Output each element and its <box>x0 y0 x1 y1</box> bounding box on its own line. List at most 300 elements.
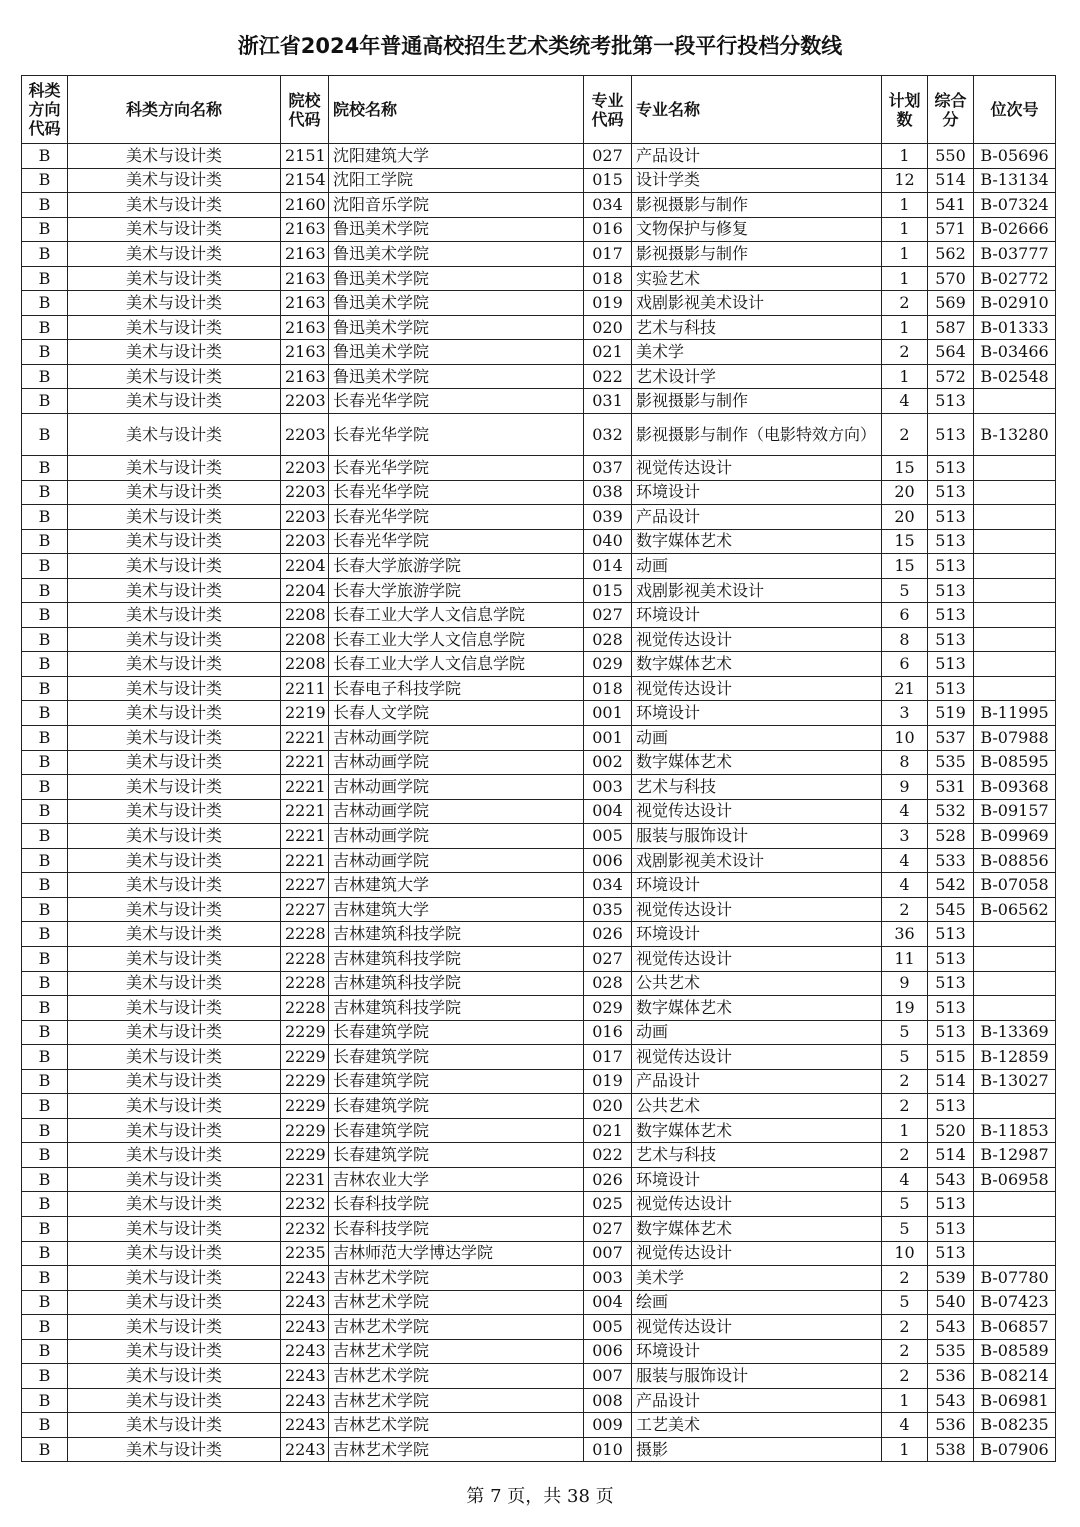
cell-kl-name: 美术与设计类 <box>68 364 281 389</box>
cell-score: 540 <box>928 1290 974 1315</box>
table-row <box>22 627 1056 652</box>
cell-school-code: 2160 <box>281 193 329 218</box>
table-row <box>22 1094 1056 1119</box>
cell-major-code: 035 <box>584 897 632 922</box>
cell-rank <box>974 505 1056 530</box>
cell-plan-count: 1 <box>882 193 928 218</box>
cell-plan-count: 2 <box>882 1094 928 1119</box>
cell-major-code: 034 <box>584 193 632 218</box>
cell-rank: B-08214 <box>974 1364 1056 1389</box>
score-table <box>21 75 1056 1462</box>
cell-kl-code: B <box>22 291 68 316</box>
cell-score: 571 <box>928 217 974 242</box>
cell-school-code: 2229 <box>281 1118 329 1143</box>
cell-kl-code: B <box>22 315 68 340</box>
cell-plan-count: 5 <box>882 1020 928 1045</box>
table-body <box>22 144 1056 1462</box>
cell-school-code: 2228 <box>281 922 329 947</box>
cell-school-code: 2229 <box>281 1045 329 1070</box>
cell-score: 532 <box>928 799 974 824</box>
cell-rank: B-02666 <box>974 217 1056 242</box>
cell-school-name: 吉林建筑科技学院 <box>329 971 584 996</box>
cell-major-code: 019 <box>584 291 632 316</box>
cell-major-name: 服装与服饰设计 <box>632 824 882 849</box>
cell-rank <box>974 480 1056 505</box>
cell-school-code: 2219 <box>281 701 329 726</box>
cell-plan-count: 2 <box>882 1069 928 1094</box>
cell-kl-name: 美术与设计类 <box>68 144 281 169</box>
cell-school-name: 长春建筑学院 <box>329 1094 584 1119</box>
cell-plan-count: 1 <box>882 217 928 242</box>
cell-kl-code: B <box>22 554 68 579</box>
cell-rank <box>974 971 1056 996</box>
table-row <box>22 1069 1056 1094</box>
cell-kl-code: B <box>22 1388 68 1413</box>
cell-school-code: 2204 <box>281 578 329 603</box>
cell-school-name: 吉林艺术学院 <box>329 1315 584 1340</box>
cell-major-code: 004 <box>584 1290 632 1315</box>
cell-score: 513 <box>928 389 974 414</box>
cell-school-name: 长春大学旅游学院 <box>329 578 584 603</box>
cell-major-name: 公共艺术 <box>632 1094 882 1119</box>
cell-score: 513 <box>928 578 974 603</box>
cell-kl-code: B <box>22 1413 68 1438</box>
cell-major-code: 032 <box>584 414 632 456</box>
cell-kl-name: 美术与设计类 <box>68 1266 281 1291</box>
cell-major-name: 美术学 <box>632 1266 882 1291</box>
cell-school-name: 鲁迅美术学院 <box>329 242 584 267</box>
cell-school-code: 2243 <box>281 1364 329 1389</box>
cell-major-name: 艺术与科技 <box>632 315 882 340</box>
cell-major-name: 环境设计 <box>632 922 882 947</box>
cell-major-name: 视觉传达设计 <box>632 627 882 652</box>
cell-score: 513 <box>928 1020 974 1045</box>
cell-kl-code: B <box>22 701 68 726</box>
cell-kl-code: B <box>22 603 68 628</box>
cell-rank: B-12859 <box>974 1045 1056 1070</box>
cell-plan-count: 5 <box>882 578 928 603</box>
table-row <box>22 1045 1056 1070</box>
cell-school-name: 沈阳音乐学院 <box>329 193 584 218</box>
cell-rank: B-06981 <box>974 1388 1056 1413</box>
table-row <box>22 1167 1056 1192</box>
cell-kl-code: B <box>22 193 68 218</box>
cell-plan-count: 5 <box>882 1045 928 1070</box>
cell-kl-code: B <box>22 1069 68 1094</box>
table-row <box>22 1192 1056 1217</box>
cell-major-code: 022 <box>584 1143 632 1168</box>
cell-major-code: 017 <box>584 242 632 267</box>
table-row <box>22 873 1056 898</box>
header-plan: 计划 数 <box>882 76 928 144</box>
page-title: 浙江省2024年普通高校招生艺术类统考批第一段平行投档分数线 <box>237 34 843 58</box>
cell-rank <box>974 554 1056 579</box>
cell-school-code: 2243 <box>281 1266 329 1291</box>
cell-major-code: 037 <box>584 456 632 481</box>
cell-rank <box>974 676 1056 701</box>
table-row <box>22 848 1056 873</box>
table-row <box>22 1339 1056 1364</box>
table-row <box>22 389 1056 414</box>
cell-kl-name: 美术与设计类 <box>68 750 281 775</box>
cell-kl-code: B <box>22 799 68 824</box>
cell-score: 513 <box>928 1094 974 1119</box>
cell-school-name: 鲁迅美术学院 <box>329 217 584 242</box>
cell-school-code: 2243 <box>281 1290 329 1315</box>
cell-school-code: 2203 <box>281 505 329 530</box>
cell-score: 564 <box>928 340 974 365</box>
cell-major-name: 环境设计 <box>632 1339 882 1364</box>
cell-plan-count: 15 <box>882 456 928 481</box>
cell-major-name: 数字媒体艺术 <box>632 996 882 1021</box>
cell-major-code: 006 <box>584 848 632 873</box>
cell-rank: B-06958 <box>974 1167 1056 1192</box>
cell-score: 543 <box>928 1315 974 1340</box>
cell-major-name: 产品设计 <box>632 1388 882 1413</box>
cell-school-name: 长春建筑学院 <box>329 1118 584 1143</box>
table-row <box>22 144 1056 169</box>
cell-major-name: 数字媒体艺术 <box>632 1118 882 1143</box>
cell-major-name: 视觉传达设计 <box>632 799 882 824</box>
cell-school-name: 鲁迅美术学院 <box>329 291 584 316</box>
cell-plan-count: 8 <box>882 627 928 652</box>
table-row <box>22 1266 1056 1291</box>
cell-kl-code: B <box>22 971 68 996</box>
cell-plan-count: 5 <box>882 1192 928 1217</box>
cell-kl-name: 美术与设计类 <box>68 291 281 316</box>
cell-major-name: 数字媒体艺术 <box>632 750 882 775</box>
cell-plan-count: 15 <box>882 529 928 554</box>
cell-plan-count: 2 <box>882 897 928 922</box>
cell-score: 513 <box>928 652 974 677</box>
cell-score: 513 <box>928 529 974 554</box>
cell-kl-code: B <box>22 578 68 603</box>
cell-kl-name: 美术与设计类 <box>68 1167 281 1192</box>
cell-rank: B-07058 <box>974 873 1056 898</box>
cell-school-name: 吉林建筑科技学院 <box>329 946 584 971</box>
cell-major-code: 040 <box>584 529 632 554</box>
cell-major-name: 数字媒体艺术 <box>632 1216 882 1241</box>
cell-major-name: 公共艺术 <box>632 971 882 996</box>
cell-school-name: 沈阳建筑大学 <box>329 144 584 169</box>
cell-rank <box>974 578 1056 603</box>
cell-score: 513 <box>928 1216 974 1241</box>
cell-kl-name: 美术与设计类 <box>68 266 281 291</box>
cell-kl-name: 美术与设计类 <box>68 217 281 242</box>
cell-major-code: 031 <box>584 389 632 414</box>
cell-rank <box>974 456 1056 481</box>
cell-major-code: 026 <box>584 1167 632 1192</box>
cell-plan-count: 1 <box>882 315 928 340</box>
cell-kl-code: B <box>22 168 68 193</box>
cell-plan-count: 3 <box>882 701 928 726</box>
cell-school-name: 长春工业大学人文信息学院 <box>329 627 584 652</box>
cell-major-code: 027 <box>584 603 632 628</box>
cell-rank: B-08235 <box>974 1413 1056 1438</box>
cell-kl-code: B <box>22 1241 68 1266</box>
cell-score: 538 <box>928 1437 974 1462</box>
table-row <box>22 1437 1056 1462</box>
cell-kl-code: B <box>22 1094 68 1119</box>
table-row <box>22 946 1056 971</box>
cell-major-code: 039 <box>584 505 632 530</box>
cell-kl-name: 美术与设计类 <box>68 1118 281 1143</box>
cell-school-name: 吉林建筑大学 <box>329 873 584 898</box>
cell-school-name: 长春光华学院 <box>329 456 584 481</box>
cell-score: 514 <box>928 1143 974 1168</box>
cell-school-code: 2227 <box>281 897 329 922</box>
cell-kl-code: B <box>22 414 68 456</box>
cell-rank: B-07324 <box>974 193 1056 218</box>
table-row <box>22 529 1056 554</box>
cell-major-name: 环境设计 <box>632 1167 882 1192</box>
table-row <box>22 799 1056 824</box>
cell-rank: B-08589 <box>974 1339 1056 1364</box>
cell-rank: B-07423 <box>974 1290 1056 1315</box>
cell-plan-count: 6 <box>882 652 928 677</box>
cell-rank: B-03466 <box>974 340 1056 365</box>
cell-plan-count: 2 <box>882 340 928 365</box>
cell-plan-count: 1 <box>882 144 928 169</box>
header-kl-code: 科类 方向 代码 <box>22 76 68 144</box>
cell-kl-name: 美术与设计类 <box>68 505 281 530</box>
cell-rank: B-07988 <box>974 726 1056 751</box>
cell-kl-code: B <box>22 456 68 481</box>
header-kl-name: 科类方向名称 <box>68 76 281 144</box>
cell-rank: B-02548 <box>974 364 1056 389</box>
cell-kl-code: B <box>22 1290 68 1315</box>
cell-rank <box>974 1241 1056 1266</box>
cell-school-name: 吉林艺术学院 <box>329 1290 584 1315</box>
cell-rank <box>974 922 1056 947</box>
cell-major-name: 实验艺术 <box>632 266 882 291</box>
cell-kl-code: B <box>22 1216 68 1241</box>
cell-kl-code: B <box>22 1192 68 1217</box>
cell-kl-name: 美术与设计类 <box>68 1094 281 1119</box>
cell-major-code: 027 <box>584 1216 632 1241</box>
cell-school-code: 2163 <box>281 217 329 242</box>
table-row <box>22 1315 1056 1340</box>
cell-kl-code: B <box>22 775 68 800</box>
cell-major-code: 006 <box>584 1339 632 1364</box>
cell-plan-count: 2 <box>882 1143 928 1168</box>
cell-score: 513 <box>928 946 974 971</box>
cell-plan-count: 8 <box>882 750 928 775</box>
cell-major-name: 视觉传达设计 <box>632 897 882 922</box>
cell-score: 513 <box>928 603 974 628</box>
cell-school-code: 2211 <box>281 676 329 701</box>
cell-school-code: 2203 <box>281 456 329 481</box>
cell-kl-code: B <box>22 242 68 267</box>
cell-school-name: 吉林动画学院 <box>329 799 584 824</box>
cell-major-name: 产品设计 <box>632 505 882 530</box>
table-row <box>22 1290 1056 1315</box>
cell-major-name: 绘画 <box>632 1290 882 1315</box>
cell-school-code: 2232 <box>281 1192 329 1217</box>
cell-major-code: 022 <box>584 364 632 389</box>
cell-rank: B-09368 <box>974 775 1056 800</box>
table-row <box>22 750 1056 775</box>
cell-kl-name: 美术与设计类 <box>68 1413 281 1438</box>
cell-school-code: 2208 <box>281 603 329 628</box>
cell-rank: B-09969 <box>974 824 1056 849</box>
cell-school-code: 2228 <box>281 946 329 971</box>
cell-plan-count: 10 <box>882 726 928 751</box>
cell-rank: B-13134 <box>974 168 1056 193</box>
table-row <box>22 480 1056 505</box>
header-rank: 位次号 <box>974 76 1056 144</box>
cell-school-name: 鲁迅美术学院 <box>329 364 584 389</box>
cell-school-name: 长春大学旅游学院 <box>329 554 584 579</box>
cell-school-code: 2229 <box>281 1069 329 1094</box>
table-row <box>22 726 1056 751</box>
cell-school-name: 鲁迅美术学院 <box>329 315 584 340</box>
table-row <box>22 1216 1056 1241</box>
cell-major-code: 025 <box>584 1192 632 1217</box>
cell-kl-name: 美术与设计类 <box>68 701 281 726</box>
cell-major-code: 016 <box>584 1020 632 1045</box>
cell-school-name: 吉林动画学院 <box>329 726 584 751</box>
table-row <box>22 1364 1056 1389</box>
cell-school-name: 长春建筑学院 <box>329 1020 584 1045</box>
cell-major-code: 020 <box>584 315 632 340</box>
cell-score: 513 <box>928 922 974 947</box>
cell-rank: B-08856 <box>974 848 1056 873</box>
cell-major-code: 001 <box>584 726 632 751</box>
cell-major-name: 环境设计 <box>632 873 882 898</box>
cell-major-code: 027 <box>584 144 632 169</box>
cell-major-code: 027 <box>584 946 632 971</box>
cell-score: 550 <box>928 144 974 169</box>
cell-plan-count: 1 <box>882 242 928 267</box>
cell-kl-name: 美术与设计类 <box>68 848 281 873</box>
cell-kl-code: B <box>22 946 68 971</box>
cell-school-name: 长春光华学院 <box>329 389 584 414</box>
cell-school-name: 吉林动画学院 <box>329 775 584 800</box>
header-school-name: 院校名称 <box>329 76 584 144</box>
cell-major-code: 003 <box>584 1266 632 1291</box>
cell-major-code: 019 <box>584 1069 632 1094</box>
cell-major-code: 026 <box>584 922 632 947</box>
cell-major-code: 015 <box>584 168 632 193</box>
cell-school-code: 2232 <box>281 1216 329 1241</box>
cell-rank <box>974 389 1056 414</box>
table-row <box>22 242 1056 267</box>
cell-kl-name: 美术与设计类 <box>68 971 281 996</box>
cell-major-name: 动画 <box>632 726 882 751</box>
cell-score: 569 <box>928 291 974 316</box>
cell-school-name: 吉林建筑科技学院 <box>329 996 584 1021</box>
cell-plan-count: 1 <box>882 364 928 389</box>
cell-kl-name: 美术与设计类 <box>68 922 281 947</box>
cell-rank: B-06857 <box>974 1315 1056 1340</box>
cell-plan-count: 4 <box>882 848 928 873</box>
cell-rank: B-13280 <box>974 414 1056 456</box>
cell-rank: B-12987 <box>974 1143 1056 1168</box>
cell-rank: B-07780 <box>974 1266 1056 1291</box>
table-row <box>22 315 1056 340</box>
cell-plan-count: 1 <box>882 266 928 291</box>
cell-score: 520 <box>928 1118 974 1143</box>
cell-major-name: 环境设计 <box>632 480 882 505</box>
cell-kl-code: B <box>22 1364 68 1389</box>
cell-plan-count: 2 <box>882 1364 928 1389</box>
cell-kl-name: 美术与设计类 <box>68 168 281 193</box>
cell-school-name: 吉林师范大学博达学院 <box>329 1241 584 1266</box>
cell-kl-code: B <box>22 217 68 242</box>
cell-school-code: 2228 <box>281 996 329 1021</box>
cell-major-name: 影视摄影与制作（电影特效方向） <box>632 414 882 456</box>
cell-major-name: 工艺美术 <box>632 1413 882 1438</box>
cell-kl-code: B <box>22 1339 68 1364</box>
cell-major-code: 014 <box>584 554 632 579</box>
cell-school-code: 2227 <box>281 873 329 898</box>
cell-kl-code: B <box>22 627 68 652</box>
cell-kl-name: 美术与设计类 <box>68 480 281 505</box>
cell-rank <box>974 1192 1056 1217</box>
table-row <box>22 217 1056 242</box>
cell-major-code: 001 <box>584 701 632 726</box>
cell-kl-name: 美术与设计类 <box>68 726 281 751</box>
cell-school-code: 2221 <box>281 824 329 849</box>
table-row <box>22 1143 1056 1168</box>
cell-plan-count: 5 <box>882 1290 928 1315</box>
header-school-code: 院校 代码 <box>281 76 329 144</box>
cell-plan-count: 2 <box>882 1339 928 1364</box>
cell-school-code: 2221 <box>281 750 329 775</box>
cell-school-code: 2243 <box>281 1339 329 1364</box>
cell-kl-name: 美术与设计类 <box>68 1020 281 1045</box>
cell-score: 533 <box>928 848 974 873</box>
cell-school-code: 2221 <box>281 726 329 751</box>
cell-kl-name: 美术与设计类 <box>68 627 281 652</box>
cell-major-code: 005 <box>584 824 632 849</box>
cell-major-code: 010 <box>584 1437 632 1462</box>
cell-kl-code: B <box>22 897 68 922</box>
cell-score: 587 <box>928 315 974 340</box>
cell-kl-name: 美术与设计类 <box>68 193 281 218</box>
cell-kl-name: 美术与设计类 <box>68 1241 281 1266</box>
table-row <box>22 701 1056 726</box>
cell-major-name: 动画 <box>632 1020 882 1045</box>
cell-major-name: 视觉传达设计 <box>632 1315 882 1340</box>
cell-major-code: 038 <box>584 480 632 505</box>
cell-kl-name: 美术与设计类 <box>68 775 281 800</box>
cell-plan-count: 10 <box>882 1241 928 1266</box>
cell-school-name: 长春人文学院 <box>329 701 584 726</box>
cell-major-code: 018 <box>584 266 632 291</box>
cell-kl-name: 美术与设计类 <box>68 529 281 554</box>
cell-rank: B-07906 <box>974 1437 1056 1462</box>
cell-major-name: 摄影 <box>632 1437 882 1462</box>
cell-plan-count: 2 <box>882 1266 928 1291</box>
cell-school-code: 2208 <box>281 652 329 677</box>
cell-school-name: 吉林艺术学院 <box>329 1266 584 1291</box>
cell-kl-code: B <box>22 144 68 169</box>
cell-kl-name: 美术与设计类 <box>68 1069 281 1094</box>
header-major-code: 专业 代码 <box>584 76 632 144</box>
cell-major-name: 产品设计 <box>632 1069 882 1094</box>
cell-score: 513 <box>928 1241 974 1266</box>
cell-major-code: 029 <box>584 652 632 677</box>
cell-school-code: 2203 <box>281 414 329 456</box>
cell-major-code: 016 <box>584 217 632 242</box>
cell-rank <box>974 652 1056 677</box>
table-row <box>22 456 1056 481</box>
cell-school-code: 2151 <box>281 144 329 169</box>
cell-major-code: 021 <box>584 340 632 365</box>
table-row <box>22 266 1056 291</box>
